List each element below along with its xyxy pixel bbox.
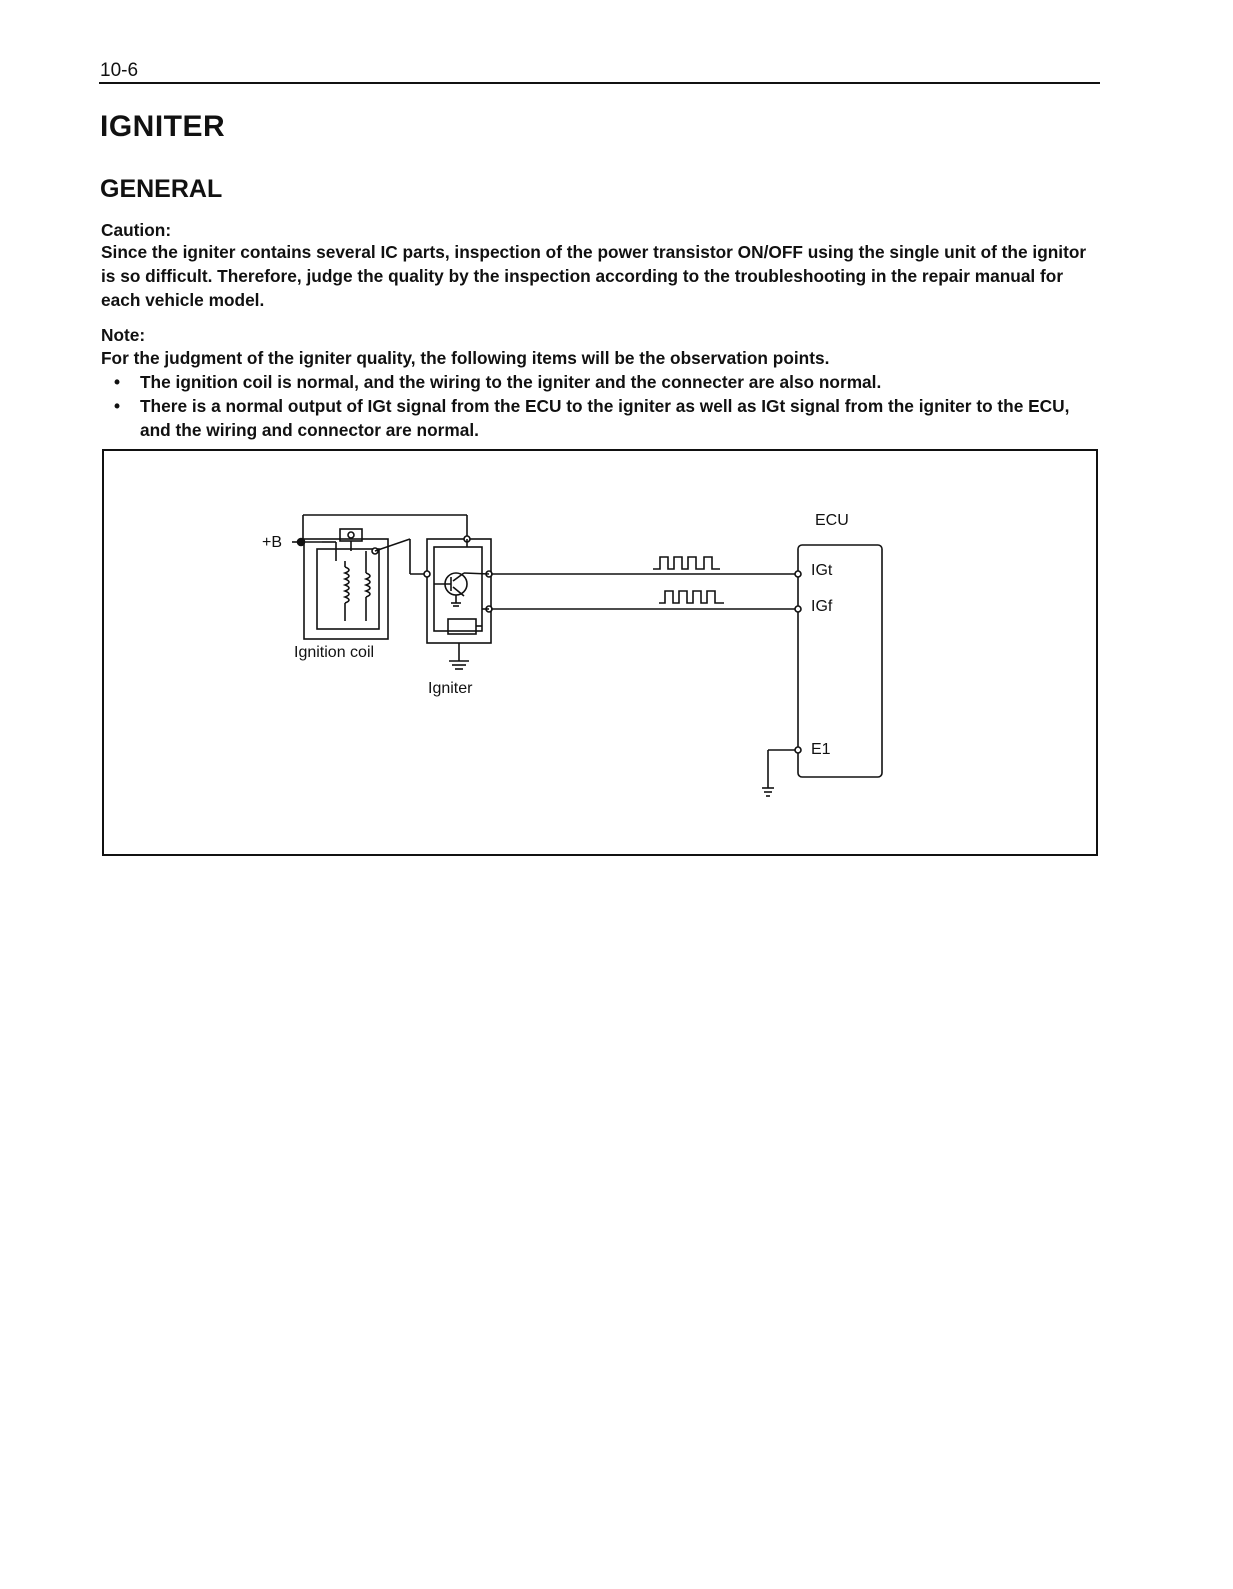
igniter	[424, 536, 492, 669]
ecu-block	[762, 545, 882, 796]
plus-b-terminal	[292, 515, 467, 546]
page-title: IGNITER	[100, 110, 226, 143]
ignition-coil	[304, 529, 427, 639]
note-label: Note:	[101, 325, 146, 345]
wiring-diagram-svg	[104, 451, 1100, 858]
ecu-label: ECU	[815, 512, 849, 529]
list-item-text: The ignition coil is normal, and the wiring to the igniter and the connecter are also normal.	[140, 372, 882, 392]
caution-label: Caution:	[101, 220, 172, 240]
observation-points-list	[112, 370, 1102, 442]
section-title: GENERAL	[100, 175, 223, 203]
e1-pin-label: E1	[811, 741, 831, 758]
plus-b-label: +B	[262, 534, 283, 551]
list-item-text: There is a normal output of IGt signal from the ECU to the igniter as well as IGt signal from the igniter to the ECU, and the wiring and connector are normal.	[140, 396, 1070, 440]
igf-signal-line	[491, 591, 796, 609]
list-item	[112, 394, 1102, 442]
ignition-coil-label: Ignition coil	[294, 644, 375, 661]
igf-pin-label: IGf	[811, 598, 833, 615]
note-text: For the judgment of the igniter quality, the following items will be the observation points.	[101, 348, 830, 368]
wiring-diagram	[102, 449, 1098, 856]
page-number: 10-6	[100, 60, 139, 81]
bullet-icon: •	[114, 372, 121, 392]
list-item	[112, 370, 1102, 394]
igniter-label: Igniter	[428, 680, 473, 697]
bullet-icon: •	[114, 396, 121, 416]
igt-signal-line	[491, 557, 796, 574]
header-rule	[99, 82, 1100, 84]
caution-text: Since the igniter contains several IC parts, inspection of the power transistor ON/OFF using the single unit of the ignitor is so difficult. Therefore, judge the quality by the inspection according to the troubleshooting in the repair manual for each vehicle model.	[101, 242, 1087, 310]
igt-pin-label: IGt	[811, 562, 833, 579]
